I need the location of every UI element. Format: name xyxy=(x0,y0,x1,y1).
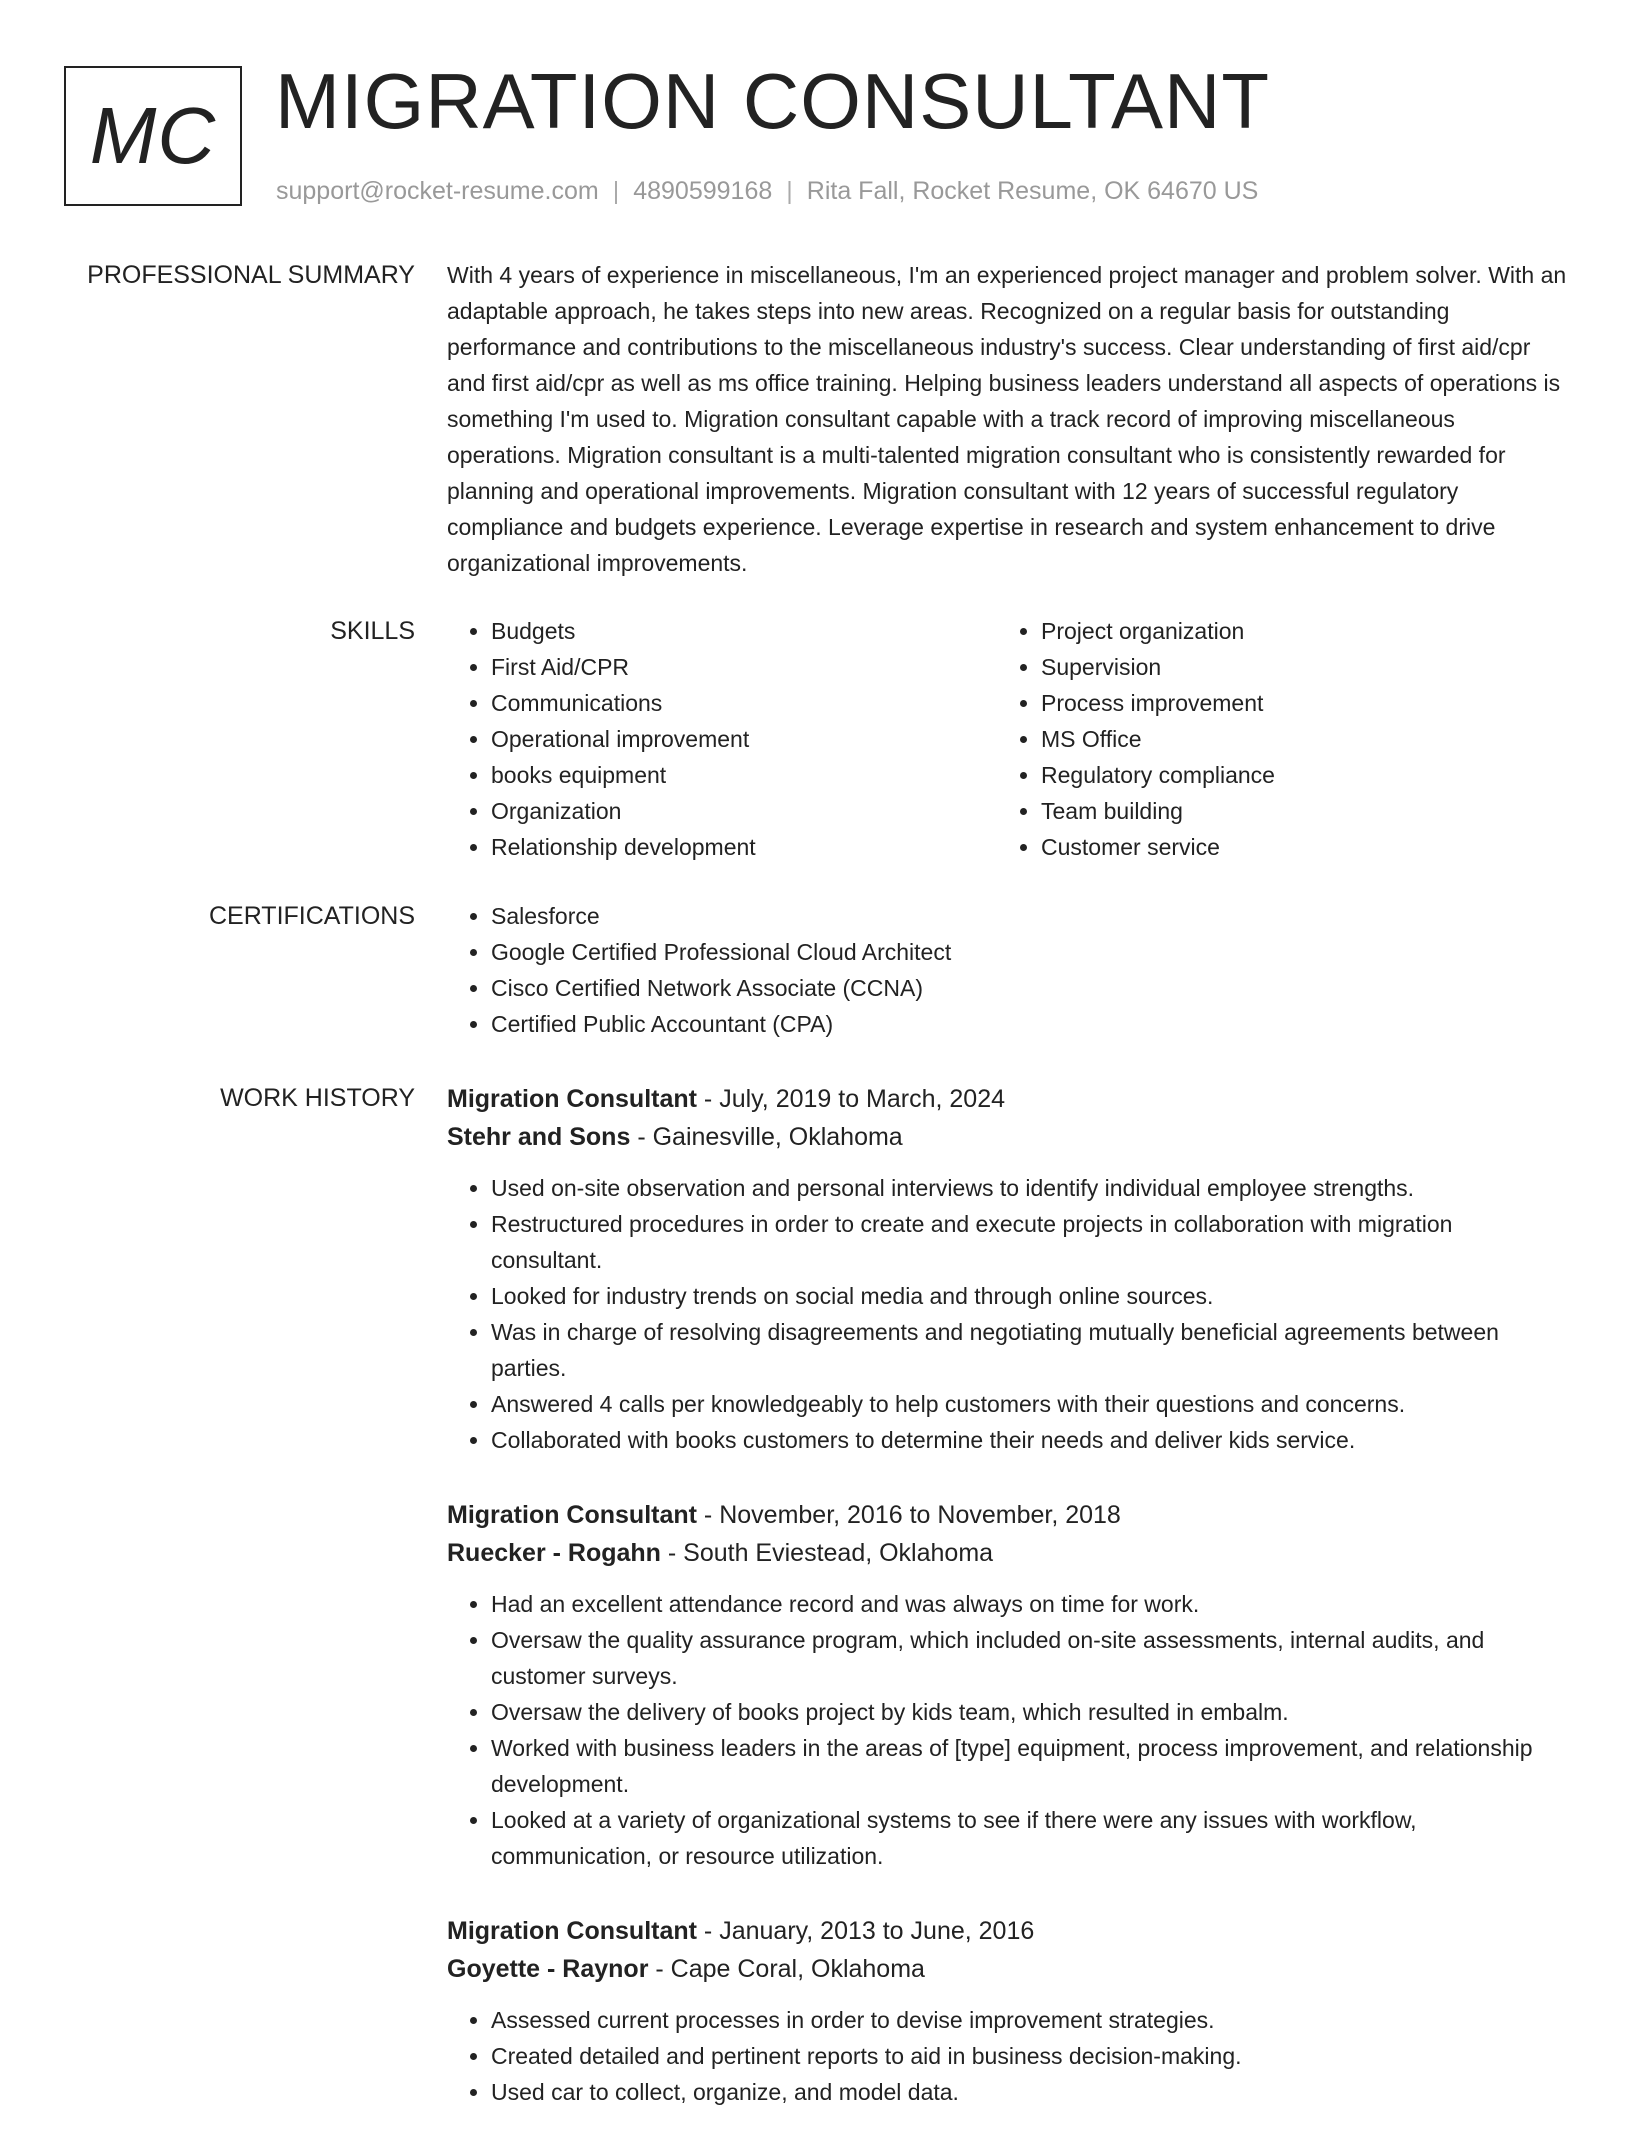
summary-heading: PROFESSIONAL SUMMARY xyxy=(87,261,415,289)
job-company-line xyxy=(447,1118,1567,1156)
job-bullet-list xyxy=(447,1586,1567,1874)
summary-text: With 4 years of experience in miscellaneous, I'm an experienced project manager and problem solver. With an adaptable approach, he takes steps into new areas. Recognized on a regular basis for outstanding performance and contributions to the miscellaneous industry's success. Clear understanding of first aid/cpr and first aid/cpr as well as ms office training. Helping business leaders understand all aspects of operations is something I'm used to. Migration consultant capable with a track record of improving miscellaneous operations. Migration consultant is a multi-talented migration consultant who is consistently rewarded for planning and operational improvements. Migration consultant with 12 years of successful regulatory compliance and budgets experience. Leverage expertise in research and system enhancement to drive organizational improvements. xyxy=(447,262,1567,576)
skill-item: • Operational improvement xyxy=(491,721,997,757)
job-company: Ruecker - Rogahn xyxy=(447,1539,661,1567)
job-bullet: • Oversaw the delivery of books project by kids team, which resulted in embalm. xyxy=(491,1694,1567,1730)
job-location: - Cape Coral, Oklahoma xyxy=(648,1955,925,1983)
monogram-box xyxy=(64,66,242,206)
skills-column-left xyxy=(447,613,997,865)
contact-address: Rita Fall, Rocket Resume, OK 64670 US xyxy=(806,177,1259,205)
job-role: Migration Consultant xyxy=(447,1085,697,1113)
skill-item: • Process improvement xyxy=(1041,685,1547,721)
page-title: MIGRATION CONSULTANT xyxy=(275,57,1270,145)
job-bullet: • Looked at a variety of organizational systems to see if there were any issues with workflow, communication, or resource utilization. xyxy=(491,1802,1567,1874)
skill-item: • First Aid/CPR xyxy=(491,649,997,685)
skill-item: • Organization xyxy=(491,793,997,829)
job-bullet: • Restructured procedures in order to create and execute projects in collaboration with migration consultant. xyxy=(491,1206,1567,1278)
work-history-body xyxy=(447,1080,1567,2148)
certifications-body xyxy=(447,898,1567,1042)
certifications-list xyxy=(447,898,1567,1042)
skills-list-left xyxy=(447,613,997,865)
job-dates: - November, 2016 to November, 2018 xyxy=(696,1501,1121,1529)
contact-line xyxy=(276,176,1258,206)
monogram-initials: MC xyxy=(89,91,217,180)
skill-item: • Team building xyxy=(1041,793,1547,829)
job-bullet-list xyxy=(447,2002,1567,2110)
contact-email: support@rocket-resume.com xyxy=(276,177,599,205)
job-bullet: • Used car to collect, organize, and model data. xyxy=(491,2074,1567,2110)
work-history-heading: WORK HISTORY xyxy=(220,1084,415,1112)
job-location: - Gainesville, Oklahoma xyxy=(630,1123,903,1151)
job-company-line xyxy=(447,1950,1567,1988)
certification-item: • Google Certified Professional Cloud Architect xyxy=(491,934,1567,970)
certification-item: • Salesforce xyxy=(491,898,1567,934)
skills-grid xyxy=(447,613,1567,865)
skill-item: • Supervision xyxy=(1041,649,1547,685)
job-bullet: • Worked with business leaders in the areas of [type] equipment, process improvement, and relationship development. xyxy=(491,1730,1567,1802)
contact-phone: 4890599168 xyxy=(633,177,773,205)
job-dates: - January, 2013 to June, 2016 xyxy=(696,1917,1035,1945)
job-bullet: • Had an excellent attendance record and was always on time for work. xyxy=(491,1586,1567,1622)
contact-separator: | xyxy=(786,177,793,205)
job-dates: - July, 2019 to March, 2024 xyxy=(696,1085,1006,1113)
job-role: Migration Consultant xyxy=(447,1917,697,1945)
summary-body xyxy=(447,257,1567,581)
job-company: Stehr and Sons xyxy=(447,1123,631,1151)
skill-item: • MS Office xyxy=(1041,721,1547,757)
job-bullet-list xyxy=(447,1170,1567,1458)
job-bullet: • Was in charge of resolving disagreements and negotiating mutually beneficial agreements between parties. xyxy=(491,1314,1567,1386)
certifications-heading: CERTIFICATIONS xyxy=(208,902,415,930)
skill-item: • Budgets xyxy=(491,613,997,649)
skill-item: • books equipment xyxy=(491,757,997,793)
job-company-line xyxy=(447,1534,1567,1572)
job-bullet: • Collaborated with books customers to determine their needs and deliver kids service. xyxy=(491,1422,1567,1458)
job-bullet: • Oversaw the quality assurance program, which included on-site assessments, internal audits, and customer surveys. xyxy=(491,1622,1567,1694)
job-bullet: • Looked for industry trends on social media and through online sources. xyxy=(491,1278,1567,1314)
job-bullet: • Created detailed and pertinent reports to aid in business decision-making. xyxy=(491,2038,1567,2074)
certification-item: • Cisco Certified Network Associate (CCNA) xyxy=(491,970,1567,1006)
skill-item: • Communications xyxy=(491,685,997,721)
skill-item: • Project organization xyxy=(1041,613,1547,649)
job-title-line xyxy=(447,1080,1567,1118)
job-title-line xyxy=(447,1496,1567,1534)
skills-column-right xyxy=(997,613,1547,865)
skill-item: • Relationship development xyxy=(491,829,997,865)
job-bullet: • Assessed current processes in order to devise improvement strategies. xyxy=(491,2002,1567,2038)
job-bullet: • Used on-site observation and personal interviews to identify individual employee strengths. xyxy=(491,1170,1567,1206)
job-entry xyxy=(447,1912,1567,2110)
certification-item: • Certified Public Accountant (CPA) xyxy=(491,1006,1567,1042)
skills-list-right xyxy=(997,613,1547,865)
job-entry xyxy=(447,1496,1567,1874)
contact-separator: | xyxy=(612,177,620,205)
skill-item: • Customer service xyxy=(1041,829,1547,865)
job-entry xyxy=(447,1080,1567,1458)
job-location: - South Eviestead, Oklahoma xyxy=(660,1539,994,1567)
job-role: Migration Consultant xyxy=(447,1501,697,1529)
skills-heading: SKILLS xyxy=(330,617,415,645)
job-title-line xyxy=(447,1912,1567,1950)
job-bullet: • Answered 4 calls per knowledgeably to help customers with their questions and concerns. xyxy=(491,1386,1567,1422)
job-company: Goyette - Raynor xyxy=(447,1955,649,1983)
skill-item: • Regulatory compliance xyxy=(1041,757,1547,793)
